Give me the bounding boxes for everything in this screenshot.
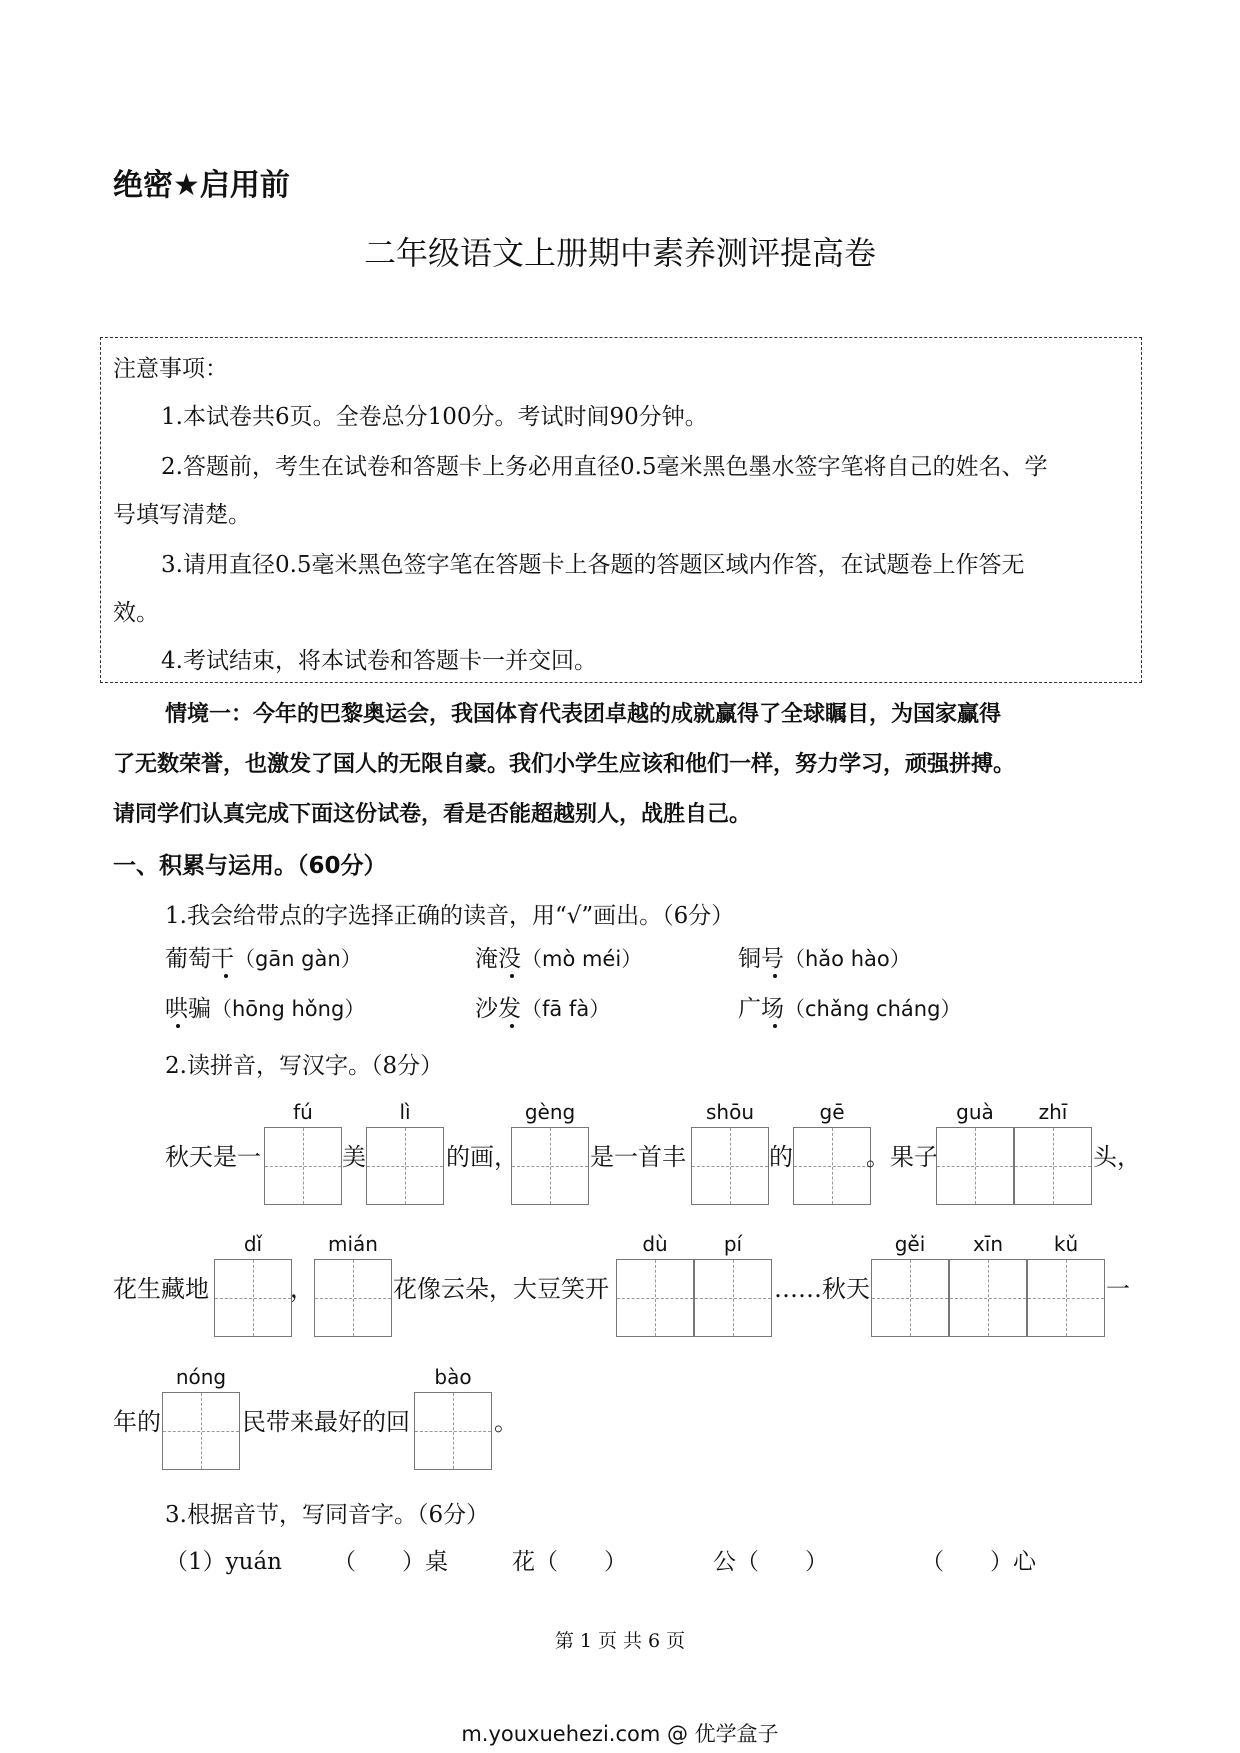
notice-box — [100, 337, 1142, 683]
emphasis-dot — [176, 1024, 180, 1028]
q3-blank[interactable]: （ ）心 — [921, 1549, 1036, 1575]
pinyin-label: xīn — [972, 1232, 1004, 1256]
pinyin-label: lì — [399, 1100, 411, 1124]
q1-item — [165, 990, 365, 1023]
pinyin-label: gěi — [894, 1232, 926, 1256]
context-line-2: 了无数荣誉，也激发了国人的无限自豪。我们小学生应该和他们一样，努力学习，顽强拼搏。 — [113, 751, 1016, 777]
pinyin-label: gē — [819, 1100, 845, 1124]
pinyin-label: fú — [293, 1100, 313, 1124]
emphasis-dot — [773, 974, 777, 978]
q1-options: （gān gàn） — [234, 947, 362, 971]
q1-options: （fā fà） — [521, 997, 611, 1021]
tianzi-grid[interactable] — [871, 1259, 949, 1337]
page-title: 二年级语文上册期中素养测评提高卷 — [363, 234, 876, 272]
watermark: m.youxuehezi.com @ 优学盒子 — [461, 1722, 779, 1746]
q1-word: 葡萄干 — [165, 946, 234, 972]
tianzi-grid[interactable] — [214, 1259, 292, 1337]
pinyin-label: zhī — [1038, 1100, 1068, 1124]
pinyin-label: nóng — [175, 1365, 227, 1389]
tianzi-grid[interactable] — [162, 1392, 240, 1470]
pinyin-label: shōu — [705, 1100, 754, 1124]
q1-word: 淹没 — [475, 946, 521, 972]
q3-row-label: （1）yuán — [165, 1549, 282, 1575]
question-1-prompt: 1.我会给带点的字选择正确的读音，用“√”画出。（6分） — [165, 903, 735, 929]
pinyin-label: pí — [723, 1232, 743, 1256]
q1-item — [475, 940, 642, 973]
passage-text: ……秋天 — [774, 1275, 870, 1303]
passage-text: 一 — [1106, 1275, 1130, 1303]
passage-text: 花生藏地 — [113, 1275, 209, 1303]
passage-text: 。 — [494, 1408, 518, 1436]
tianzi-grid[interactable] — [314, 1259, 392, 1337]
notice-item-2b: 号填写清楚。 — [113, 502, 251, 528]
q1-word: 沙发 — [475, 996, 521, 1022]
tianzi-grid[interactable] — [691, 1127, 769, 1205]
q1-word: 哄骗 — [165, 996, 211, 1022]
pinyin-label: mián — [328, 1232, 378, 1256]
tianzi-grid[interactable] — [793, 1127, 871, 1205]
passage-text: 头， — [1093, 1143, 1141, 1171]
q1-item — [475, 990, 610, 1023]
context-line-1: 情境一：今年的巴黎奥运会，我国体育代表团卓越的成就赢得了全球瞩目，为国家赢得 — [165, 701, 1002, 727]
passage-text: 的画， — [446, 1143, 518, 1171]
q1-options: （hōng hǒng） — [211, 997, 366, 1021]
tianzi-grid[interactable] — [949, 1259, 1027, 1337]
passage-text: 花像云朵，大豆笑开 — [393, 1275, 609, 1303]
passage-text: 民带来最好的回 — [242, 1408, 410, 1436]
section-title: 一、积累与运用。（60分） — [113, 853, 387, 879]
passage-text: 的 — [769, 1143, 793, 1171]
question-2-prompt: 2.读拼音，写汉字。（8分） — [165, 1053, 444, 1079]
tianzi-grid[interactable] — [1014, 1127, 1092, 1205]
passage-text: 秋天是一 — [165, 1143, 261, 1171]
pinyin-label: guà — [956, 1100, 994, 1124]
q1-options: （chǎng cháng） — [784, 997, 962, 1021]
page-number: 第 1 页 共 6 页 — [554, 1630, 686, 1652]
pinyin-label: dù — [642, 1232, 668, 1256]
q1-word: 广场 — [738, 996, 784, 1022]
tianzi-grid[interactable] — [616, 1259, 694, 1337]
pinyin-label: kǔ — [1053, 1232, 1079, 1256]
pinyin-label: bào — [434, 1365, 472, 1389]
passage-text: 年的 — [113, 1408, 161, 1436]
notice-item-1: 1.本试卷共6页。全卷总分100分。考试时间90分钟。 — [161, 404, 708, 430]
notice-item-2a: 2.答题前，考生在试卷和答题卡上务必用直径0.5毫米黑色墨水签字笔将自己的姓名、学 — [161, 454, 1048, 480]
tianzi-grid[interactable] — [1027, 1259, 1105, 1337]
tianzi-grid[interactable] — [694, 1259, 772, 1337]
q3-blank[interactable]: 花（ ） — [512, 1549, 627, 1575]
confidential-label: 绝密★启用前 — [113, 168, 290, 203]
notice-item-3a: 3.请用直径0.5毫米黑色签字笔在答题卡上各题的答题区域内作答，在试题卷上作答无 — [161, 552, 1025, 578]
passage-text: ， — [290, 1275, 314, 1303]
emphasis-dot — [773, 1024, 777, 1028]
notice-item-4: 4.考试结束，将本试卷和答题卡一并交回。 — [161, 648, 597, 674]
notice-heading: 注意事项： — [113, 356, 228, 382]
passage-text: 是一首丰 — [590, 1143, 686, 1171]
tianzi-grid[interactable] — [366, 1127, 444, 1205]
q3-blank[interactable]: （ ）桌 — [333, 1549, 448, 1575]
pinyin-label: gèng — [524, 1100, 576, 1124]
emphasis-dot — [510, 1024, 514, 1028]
question-3-prompt: 3.根据音节，写同音字。（6分） — [165, 1502, 490, 1528]
q3-blank[interactable]: 公（ ） — [713, 1549, 828, 1575]
passage-text: 。果子 — [866, 1143, 938, 1171]
notice-item-3b: 效。 — [113, 600, 159, 626]
q1-word: 铜号 — [738, 946, 784, 972]
q1-options: （hǎo hào） — [784, 947, 911, 971]
passage-text: 美 — [342, 1143, 366, 1171]
q1-item — [165, 940, 362, 973]
q1-item — [738, 990, 961, 1023]
emphasis-dot — [224, 974, 228, 978]
context-line-3: 请同学们认真完成下面这份试卷，看是否能超越别人，战胜自己。 — [113, 801, 752, 827]
tianzi-grid[interactable] — [414, 1392, 492, 1470]
tianzi-grid[interactable] — [936, 1127, 1014, 1205]
emphasis-dot — [510, 974, 514, 978]
q1-options: （mò méi） — [521, 947, 643, 971]
tianzi-grid[interactable] — [264, 1127, 342, 1205]
pinyin-label: dǐ — [243, 1232, 263, 1256]
tianzi-grid[interactable] — [511, 1127, 589, 1205]
q1-item — [738, 940, 911, 973]
